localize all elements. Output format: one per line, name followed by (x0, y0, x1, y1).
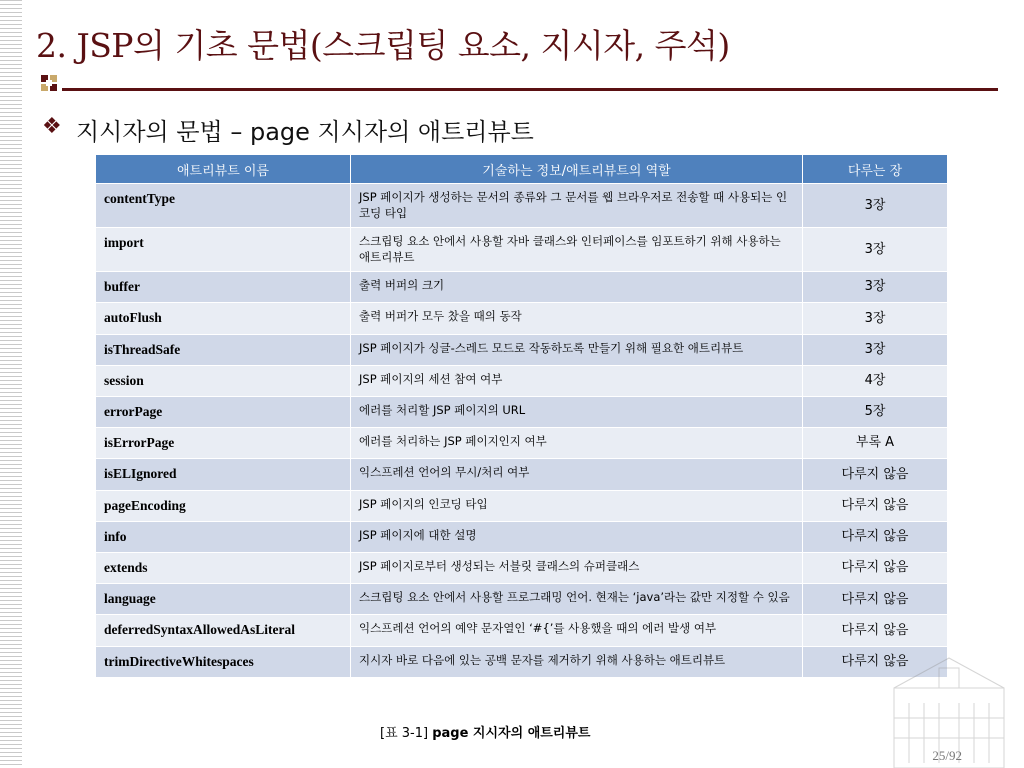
description-cell: JSP 페이지의 인코딩 타입 (351, 490, 803, 521)
attr-name-cell: import (96, 228, 351, 272)
slide-title: 2. JSP의 기초 문법(스크립팅 요소, 지시자, 주석) (36, 26, 730, 65)
attr-name-cell: isELIgnored (96, 459, 351, 490)
chapter-cell: 다루지 않음 (803, 615, 948, 646)
attr-name-cell: info (96, 521, 351, 552)
chapter-cell: 다루지 않음 (803, 553, 948, 584)
attr-name-cell: trimDirectiveWhitespaces (96, 646, 351, 677)
description-cell: JSP 페이지로부터 생성되는 서블릿 클래스의 슈퍼클래스 (351, 553, 803, 584)
table-row (96, 646, 948, 677)
attr-name-cell: isErrorPage (96, 428, 351, 459)
header-description: 기술하는 정보/애트리뷰트의 역할 (351, 155, 803, 184)
attr-name-cell: errorPage (96, 396, 351, 427)
attr-name-cell: deferredSyntaxAllowedAsLiteral (96, 615, 351, 646)
table-row (96, 396, 948, 427)
table-row (96, 428, 948, 459)
table-row (96, 459, 948, 490)
table-row (96, 272, 948, 303)
chapter-cell: 다루지 않음 (803, 584, 948, 615)
table-header-row (96, 155, 948, 184)
chapter-cell: 5장 (803, 396, 948, 427)
attr-name-cell: autoFlush (96, 303, 351, 334)
attr-name-cell: session (96, 365, 351, 396)
description-cell: 스크립팅 요소 안에서 사용할 프로그래밍 언어. 현재는 ‘java’라는 값만 지정할 수 있음 (351, 584, 803, 615)
description-cell: 익스프레션 언어의 무시/처리 여부 (351, 459, 803, 490)
description-cell: 에러를 처리할 JSP 페이지의 URL (351, 396, 803, 427)
table-row (96, 490, 948, 521)
description-cell: JSP 페이지가 생성하는 문서의 종류와 그 문서를 웹 브라우저로 전송할 때 사용되는 인코딩 타입 (351, 184, 803, 228)
left-stripe-decoration (0, 0, 22, 768)
header-attr-name: 애트리뷰트 이름 (96, 155, 351, 184)
table-row (96, 521, 948, 552)
chapter-cell: 3장 (803, 334, 948, 365)
description-cell: 익스프레션 언어의 예약 문자열인 ‘#{’를 사용했을 때의 에러 발생 여부 (351, 615, 803, 646)
chapter-cell: 다루지 않음 (803, 646, 948, 677)
attr-name-cell: pageEncoding (96, 490, 351, 521)
table-row (96, 334, 948, 365)
table-row (96, 365, 948, 396)
attr-name-cell: contentType (96, 184, 351, 228)
table-row (96, 184, 948, 228)
title-rule (62, 88, 998, 91)
page-number: 25/92 (932, 748, 962, 763)
diamond-bullet-icon: ❖ (42, 114, 62, 139)
chapter-cell: 다루지 않음 (803, 459, 948, 490)
chapter-cell: 3장 (803, 303, 948, 334)
attr-name-cell: buffer (96, 272, 351, 303)
table-body (96, 184, 948, 678)
description-cell: JSP 페이지에 대한 설명 (351, 521, 803, 552)
table-caption (380, 722, 590, 741)
chapter-cell: 다루지 않음 (803, 490, 948, 521)
slide-subtitle: 지시자의 문법 – page 지시자의 애트리뷰트 (76, 118, 534, 146)
description-cell: JSP 페이지가 싱글-스레드 모드로 작동하도록 만들기 위해 필요한 애트리뷰트 (351, 334, 803, 365)
attr-name-cell: language (96, 584, 351, 615)
table-row (96, 228, 948, 272)
title-marker-icon (40, 74, 58, 92)
description-cell: 출력 버퍼의 크기 (351, 272, 803, 303)
chapter-cell: 다루지 않음 (803, 521, 948, 552)
chapter-cell: 3장 (803, 184, 948, 228)
header-chapter: 다루는 장 (803, 155, 948, 184)
chapter-cell: 3장 (803, 228, 948, 272)
caption-prefix: [표 3-1] (380, 726, 433, 741)
table-row (96, 553, 948, 584)
attr-name-cell: extends (96, 553, 351, 584)
caption-bold: page 지시자의 애트리뷰트 (432, 726, 591, 741)
description-cell: 스크립팅 요소 안에서 사용할 자바 클래스와 인터페이스를 임포트하기 위해 사용하는 애트리뷰트 (351, 228, 803, 272)
chapter-cell: 부록 A (803, 428, 948, 459)
attr-name-cell: isThreadSafe (96, 334, 351, 365)
description-cell: JSP 페이지의 세션 참여 여부 (351, 365, 803, 396)
table-row (96, 615, 948, 646)
chapter-cell: 4장 (803, 365, 948, 396)
attribute-table (95, 154, 948, 678)
table-row (96, 303, 948, 334)
description-cell: 지시자 바로 다음에 있는 공백 문자를 제거하기 위해 사용하는 애트리뷰트 (351, 646, 803, 677)
description-cell: 출력 버퍼가 모두 찼을 때의 동작 (351, 303, 803, 334)
chapter-cell: 3장 (803, 272, 948, 303)
table-row (96, 584, 948, 615)
description-cell: 에러를 처리하는 JSP 페이지인지 여부 (351, 428, 803, 459)
